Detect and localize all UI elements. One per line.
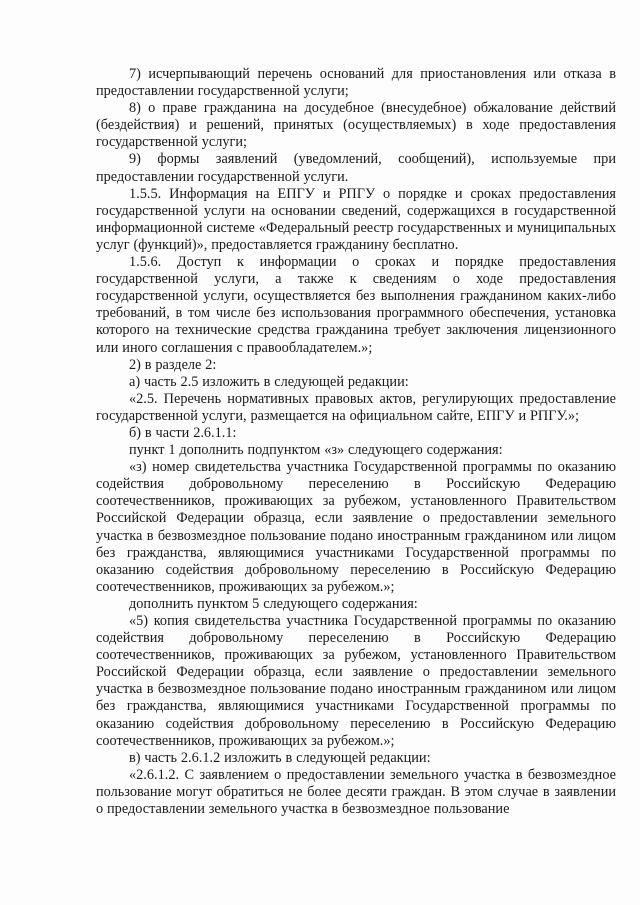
paragraph-1-5-6: 1.5.6. Доступ к информации о сроках и порядке предоставления государственной услуги, а также к сведениям о ходе предоставления государственной услуги, осуществляется без выполнения гражданином каких-либо требований, в том числе без использования программного обеспечения, установка которого на технические средства гражданина требует заключения лицензионного или иного соглашения с правообладателем.»; (96, 254, 616, 356)
paragraph-subpoint-z: «з) номер свидетельства участника Государственной программы по оказанию содействия добровольному переселению в Российскую Федерацию соотечественников, проживающих за рубежом, установленного Правительством Российской Федерации образца, если заявление о предоставлении земельного участка в безвозмездное пользование подано иностранным гражданином или лицом без гражданства, являющимися участниками Государственной программы по оказанию содействия добровольному переселению в Российскую Федерацию соотечественников, проживающих за рубежом.»; (96, 459, 616, 595)
document-body (96, 66, 616, 818)
paragraph-item-7: 7) исчерпывающий перечень оснований для приостановления или отказа в предоставлении государственной услуги; (96, 66, 616, 100)
paragraph-1-5-5: 1.5.5. Информация на ЕПГУ и РПГУ о порядке и сроках предоставления государственной услуги на основании сведений, содержащихся в государственной информационной системе «Федеральный реестр государственных и муниципальных услуг (функций)», предоставляется гражданину бесплатно. (96, 185, 616, 253)
paragraph-quote-2-6-1-2: «2.6.1.2. С заявлением о предоставлении земельного участка в безвозмездное пользование могут обратиться не более десяти граждан. В этом случае в заявлении о предоставлении земельного участка в безвозмездное пользование (96, 766, 616, 818)
paragraph-add-point-5: дополнить пунктом 5 следующего содержания: (129, 595, 418, 612)
paragraph-part-2-5: а) часть 2.5 изложить в следующей редакции: (129, 373, 409, 390)
paragraph-part-2-6-1-1: б) в части 2.6.1.1: (129, 424, 237, 441)
paragraph-quote-2-5: «2.5. Перечень нормативных правовых актов, регулирующих предоставление государственной услуги, размещается на официальном сайте, ЕПГУ и РПГУ.»; (96, 390, 616, 424)
paragraph-item-8: 8) о праве гражданина на досудебное (внесудебное) обжалование действий (бездействия) и решений, принятых (осуществляемых) в ходе предоставления государственной услуги; (96, 100, 616, 151)
paragraph-item-9: 9) формы заявлений (уведомлений, сообщений), используемые при предоставлении государственной услуги. (96, 151, 616, 185)
paragraph-point-1: пункт 1 дополнить подпунктом «з» следующего содержания: (129, 442, 503, 459)
paragraph-section-2: 2) в разделе 2: (129, 356, 217, 373)
paragraph-part-2-6-1-2: в) часть 2.6.1.2 изложить в следующей редакции: (129, 749, 431, 766)
paragraph-point-5: «5) копия свидетельства участника Государственной программы по оказанию содействия добровольному переселению в Российскую Федерацию соотечественников, проживающих за рубежом, установленного Правительством Российской Федерации образца, если заявление о предоставлении земельного участка в безвозмездное пользование подано иностранным гражданином или лицом без гражданства, являющимися участниками Государственной программы по оказанию содействия добровольному переселению в Российскую Федерацию соотечественников, проживающих за рубежом.»; (96, 613, 616, 749)
